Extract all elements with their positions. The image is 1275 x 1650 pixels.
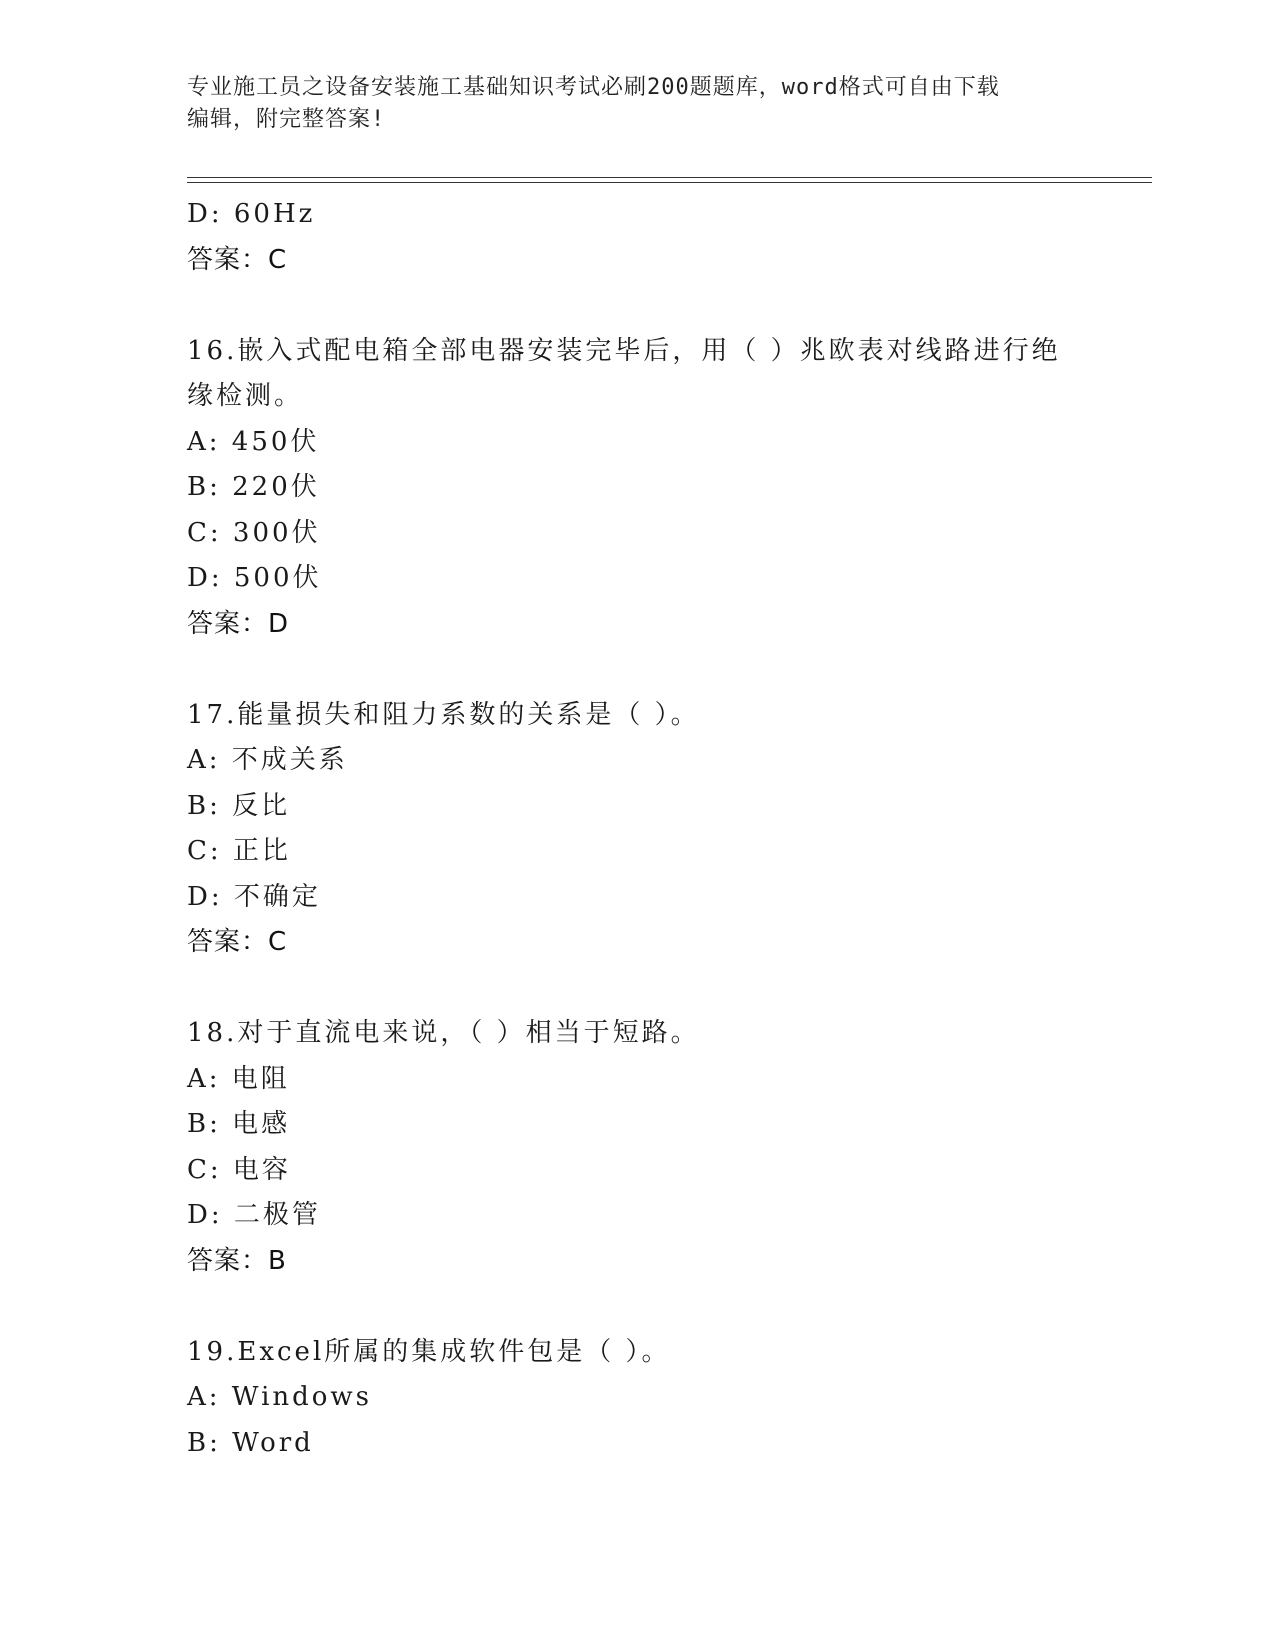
- question-title: 17.能量损失和阻力系数的关系是（ ）。: [187, 699, 700, 730]
- question-19: [187, 1330, 1087, 1467]
- option-c: C: 300伏: [187, 517, 321, 548]
- header-title-line-1: 专业施工员之设备安装施工基础知识考试必刷200题题库，word格式可自由下载: [187, 75, 1000, 100]
- answer-label: 答案：C: [187, 244, 288, 275]
- question-15-tail: [187, 192, 1087, 283]
- option-b: B: 电感: [187, 1109, 291, 1139]
- option-c: C: 电容: [187, 1154, 291, 1185]
- document-header: [187, 72, 1067, 136]
- question-title-line-2: 缘检测。: [187, 381, 304, 411]
- option-a: A: 电阻: [187, 1063, 290, 1094]
- question-18: [187, 1011, 1087, 1284]
- question-list: [187, 192, 1087, 1466]
- option-d: D: 二极管: [187, 1200, 321, 1230]
- spacer: [187, 1284, 1087, 1330]
- option-d: D: 60Hz: [187, 199, 316, 229]
- question-title: 19.Excel所属的集成软件包是（ ）。: [187, 1336, 671, 1367]
- option-a: A: 450伏: [187, 426, 320, 457]
- header-divider-bottom: [187, 182, 1152, 183]
- header-title-line-2: 编辑，附完整答案!: [187, 107, 386, 132]
- option-d: D: 不确定: [187, 881, 321, 912]
- answer-label: 答案：D: [187, 608, 290, 639]
- option-a: A: 不成关系: [187, 745, 348, 775]
- spacer: [187, 283, 1087, 329]
- spacer: [187, 647, 1087, 693]
- question-17: [187, 693, 1087, 966]
- question-16: [187, 329, 1087, 648]
- option-b: B: 反比: [187, 790, 291, 821]
- question-title: 18.对于直流电来说，（ ）相当于短路。: [187, 1018, 700, 1048]
- answer-label: 答案：C: [187, 927, 288, 957]
- option-b: B: 220伏: [187, 472, 320, 502]
- answer-label: 答案：B: [187, 1245, 287, 1276]
- question-title-line-1: 16.嵌入式配电箱全部电器安装完毕后，用（ ）兆欧表对线路进行绝: [187, 335, 1061, 366]
- option-c: C: 正比: [187, 836, 291, 866]
- option-b: B: Word: [187, 1427, 314, 1458]
- option-d: D: 500伏: [187, 563, 322, 593]
- option-a: A: Windows: [187, 1382, 373, 1412]
- spacer: [187, 966, 1087, 1012]
- header-divider-top: [187, 177, 1152, 178]
